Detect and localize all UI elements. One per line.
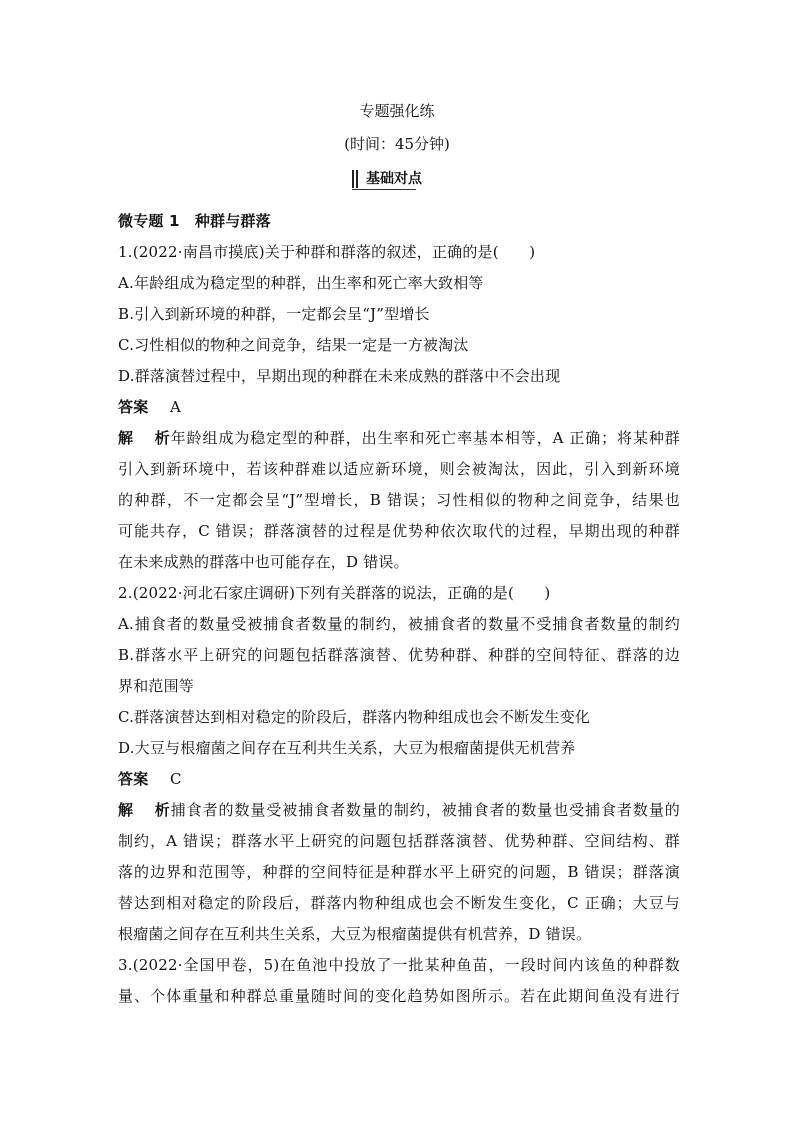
badge-bars-icon — [352, 170, 360, 188]
analysis-label: 解析 — [118, 429, 170, 447]
page-title: 专题强化练 — [359, 102, 435, 120]
q2-analysis-line: 根瘤菌之间存在互利共生关系，大豆为根瘤菌提供有机营养，D 错误。 — [118, 925, 592, 943]
analysis-label: 解析 — [118, 801, 170, 819]
time-limit: (时间：45分钟) — [344, 135, 450, 153]
q1-analysis-line: 解析年龄组成为稳定型的种群，出生率和死亡率基本相等，A 正确；将某种群 — [118, 423, 680, 454]
q2-option-c: C.群落演替达到相对稳定的阶段后，群落内物种组成也会不断发生变化 — [118, 708, 591, 726]
q2-answer — [118, 764, 680, 795]
question-content — [118, 206, 680, 1012]
q2-stem: 2.(2022·河北石家庄调研)下列有关群落的说法，正确的是( ) — [118, 584, 551, 602]
q1-analysis-line: 在未来成熟的群落中也可能存在，D 错误。 — [118, 553, 409, 571]
q3-stem-line: 3.(2022·全国甲卷，5)在鱼池中投放了一批某种鱼苗，一段时间内该鱼的种群数 — [118, 956, 680, 974]
q2-option-b: B.群落水平上研究的问题包括群落演替、优势种群、种群的空间特征、群落的边 — [118, 646, 680, 664]
q1-analysis-line: 可能共存，C 错误；群落演替的过程是优势种依次取代的过程，早期出现的种群 — [118, 522, 680, 540]
answer-label: 答案 — [118, 770, 149, 788]
answer-value: A — [170, 398, 182, 416]
answer-label: 答案 — [118, 398, 149, 416]
q2-analysis-line: 落的边界和范围等，种群的空间特征是种群水平上研究的问题，B 错误；群落演 — [118, 863, 680, 881]
badge-label: 基础对点 — [366, 171, 422, 187]
answer-value: C — [170, 770, 182, 788]
q3-stem-line: 量、个体重量和种群总重量随时间的变化趋势如图所示。若在此期间鱼没有进行 — [118, 987, 680, 1005]
q1-option-b: B.引入到新环境的种群，一定都会呈“J”型增长 — [118, 305, 430, 323]
q1-stem: 1.(2022·南昌市摸底)关于种群和群落的叙述，正确的是( ) — [118, 243, 536, 261]
q2-analysis-line: 解析捕食者的数量受被捕食者数量的制约，被捕食者的数量也受捕食者数量的 — [118, 795, 680, 826]
q1-option-d: D.群落演替过程中，早期出现的种群在未来成熟的群落中不会出现 — [118, 367, 561, 385]
section-heading: 微专题 1 种群与群落 — [118, 212, 271, 230]
section-badge — [352, 168, 422, 190]
q1-option-a: A.年龄组成为稳定型的种群，出生率和死亡率大致相等 — [118, 274, 484, 292]
q2-analysis-line: 替达到相对稳定的阶段后，群落内物种组成也会不断发生变化，C 正确；大豆与 — [118, 894, 680, 912]
q2-option-a: A.捕食者的数量受被捕食者数量的制约，被捕食者的数量不受捕食者数量的制约 — [118, 615, 680, 633]
q2-option-d: D.大豆与根瘤菌之间存在互利共生关系，大豆为根瘤菌提供无机营养 — [118, 739, 576, 757]
q2-analysis-line: 制约，A 错误；群落水平上研究的问题包括群落演替、优势种群、空间结构、群 — [118, 832, 680, 850]
q1-option-c: C.习性相似的物种之间竞争，结果一定是一方被淘汰 — [118, 336, 469, 354]
q1-answer — [118, 392, 680, 423]
q1-analysis-line: 的种群，不一定都会呈“J”型增长，B 错误；习性相似的物种之间竞争，结果也 — [118, 491, 680, 509]
q2-option-b-cont: 界和范围等 — [118, 677, 195, 695]
badge-underline — [352, 189, 416, 190]
q1-analysis-line: 引入到新环境中，若该种群难以适应新环境，则会被淘汰，因此，引入到新环境 — [118, 460, 680, 478]
